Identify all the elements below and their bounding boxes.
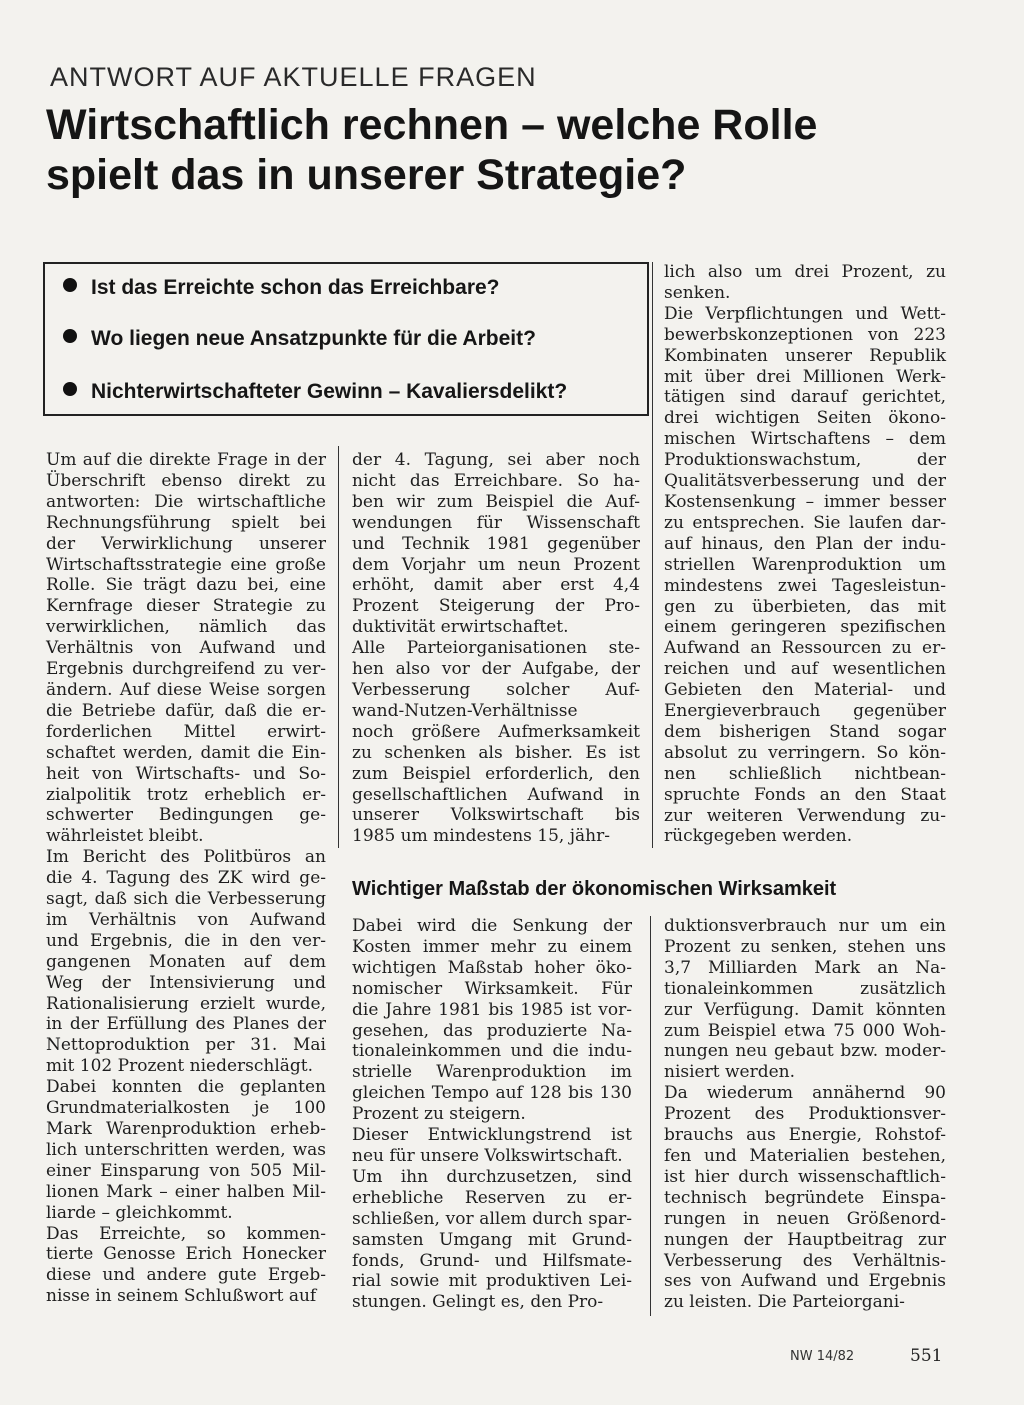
text-line: Die Verpflichtungen und Wett- bbox=[664, 303, 946, 324]
text-line: Überschrift ebenso direkt zu bbox=[46, 470, 326, 491]
text-line: duktivität erwirtschaftet. bbox=[352, 617, 569, 638]
text-line: und Technik 1981 gegenüber bbox=[352, 533, 640, 554]
text-line: verwirklichen, nämlich das bbox=[46, 617, 326, 638]
text-line: zu leisten. Die Parteiorgani- bbox=[664, 1292, 905, 1313]
text-line: drei wichtigen Seiten ökono- bbox=[664, 408, 946, 429]
text-line: ist hier durch wissenschaftlich- bbox=[664, 1166, 946, 1187]
text-line: Rolle. Sie trägt dazu bei, eine bbox=[46, 575, 326, 596]
text-line: Kombinaten unserer Republik bbox=[664, 345, 946, 366]
question-text: Wo liegen neue Ansatzpunkte für die Arbeit? bbox=[91, 327, 536, 350]
question-item bbox=[63, 327, 536, 351]
question-item bbox=[63, 276, 500, 300]
text-line: wendungen für Wissenschaft bbox=[352, 512, 640, 533]
text-line: Gebieten den Material- und bbox=[664, 680, 946, 701]
text-line: rungen in neuen Größenord- bbox=[664, 1208, 946, 1229]
questions-box bbox=[43, 262, 649, 416]
text-line: zum Beispiel etwa 75 000 Woh- bbox=[664, 1020, 946, 1041]
text-line: Qualitätsverbesserung und der bbox=[664, 471, 946, 492]
text-line: noch größere Aufmerksamkeit bbox=[352, 721, 640, 742]
text-line: Um ihn durchzusetzen, sind bbox=[352, 1166, 632, 1187]
text-line: technisch begründete Einspa- bbox=[664, 1187, 946, 1208]
text-line: tionaleinkommen zusätzlich bbox=[664, 978, 946, 999]
text-line: 3,7 Milliarden Mark an Na- bbox=[664, 957, 946, 978]
text-line: senken. bbox=[664, 282, 731, 303]
headline-line-2: spielt das in unserer Strategie? bbox=[46, 151, 687, 199]
bullet-icon bbox=[63, 278, 77, 292]
text-line: diese und andere gute Ergeb- bbox=[46, 1265, 326, 1286]
text-line: Rationalisierung erzielt wurde, bbox=[46, 993, 326, 1014]
text-line: zu entsprechen. Sie laufen dar- bbox=[664, 512, 946, 533]
text-line: währleistet bleibt. bbox=[46, 826, 204, 847]
text-line: auf hinaus, den Plan der indu- bbox=[664, 533, 946, 554]
text-line: gesehen, das produzierte Na- bbox=[352, 1020, 632, 1041]
text-line: Da wiederum annähernd 90 bbox=[664, 1083, 946, 1104]
text-line: bewerbskonzeptionen von 223 bbox=[664, 324, 946, 345]
text-line: strielle Warenproduktion im bbox=[352, 1062, 632, 1083]
text-line: Prozent Steigerung der Pro- bbox=[352, 596, 640, 617]
text-column-2 bbox=[352, 450, 640, 847]
text-line: Prozent zu senken, stehen uns bbox=[664, 936, 946, 957]
text-line: nomischer Wirksamkeit. Für bbox=[352, 978, 632, 999]
text-line: ses von Aufwand und Ergebnis bbox=[664, 1271, 946, 1292]
text-line: einer Einsparung von 505 Mil- bbox=[46, 1160, 326, 1181]
text-line: wand-Nutzen-Verhältnisse bbox=[352, 700, 578, 721]
text-line: zum Beispiel erforderlich, den bbox=[352, 763, 640, 784]
text-line: die Betriebe dafür, daß die er- bbox=[46, 700, 326, 721]
issue-number: NW 14/82 bbox=[790, 1349, 855, 1364]
text-line: mischen Wirtschaftens – dem bbox=[664, 429, 946, 450]
text-line: der 4. Tagung, sei aber noch bbox=[352, 450, 640, 470]
text-line: gesellschaftlichen Aufwand in bbox=[352, 784, 640, 805]
text-line: absolut zu verringern. So kön- bbox=[664, 742, 946, 763]
text-line: gen zu überbieten, das mit bbox=[664, 596, 946, 617]
text-line: fen und Materialien bestehen, bbox=[664, 1145, 946, 1166]
text-line: gangenen Monaten auf dem bbox=[46, 951, 326, 972]
text-line: dem bisherigen Stand sogar bbox=[664, 721, 946, 742]
question-text: Nichterwirtschafteter Gewinn – Kavaliersdelikt? bbox=[91, 380, 568, 403]
text-line: mit über drei Millionen Werk- bbox=[664, 366, 946, 387]
text-line: stungen. Gelingt es, den Pro- bbox=[352, 1292, 604, 1313]
text-line: Dieser Entwicklungstrend ist bbox=[352, 1125, 632, 1146]
question-text: Ist das Erreichte schon das Erreichbare? bbox=[91, 276, 500, 299]
text-line: schwerter Bedingungen ge- bbox=[46, 805, 326, 826]
text-line: duktionsverbrauch nur um ein bbox=[664, 916, 946, 936]
text-line: tionaleinkommen und die indu- bbox=[352, 1041, 632, 1062]
text-line: ben wir zum Beispiel die Auf- bbox=[352, 491, 640, 512]
text-line: Aufwand an Ressourcen zu er- bbox=[664, 638, 946, 659]
text-line: zur Verfügung. Damit könnten bbox=[664, 999, 946, 1020]
text-line: Mark Warenproduktion erheb- bbox=[46, 1119, 326, 1139]
column-divider bbox=[338, 446, 339, 848]
text-line: rückgegeben werden. bbox=[664, 826, 853, 847]
text-line: Prozent zu steigern. bbox=[352, 1104, 526, 1125]
column-divider bbox=[652, 262, 653, 848]
text-line: zu schenken als bisher. Es ist bbox=[352, 742, 640, 763]
column-divider bbox=[650, 916, 651, 1316]
text-line: tätigen sind darauf gerichtet, bbox=[664, 387, 946, 408]
text-line: Kostensenkung – immer besser bbox=[664, 491, 946, 512]
text-line: einem geringeren spezifischen bbox=[664, 617, 946, 638]
text-line: im Verhältnis von Aufwand bbox=[46, 909, 326, 930]
text-line: und Ergebnis, die in den ver- bbox=[46, 930, 326, 951]
text-line: Dabei konnten die geplanten bbox=[46, 1077, 326, 1098]
text-line: Dabei wird die Senkung der bbox=[352, 916, 632, 936]
text-column-1 bbox=[46, 450, 326, 1307]
text-line: Kernfrage dieser Strategie zu bbox=[46, 596, 326, 617]
text-line: 1985 um mindestens 15, jähr- bbox=[352, 826, 610, 847]
section-kicker: ANTWORT AUF AKTUELLE FRAGEN bbox=[50, 62, 537, 92]
text-line: mindestens zwei Tagesleistun- bbox=[664, 575, 946, 596]
text-line: striellen Warenproduktion um bbox=[664, 554, 946, 575]
text-line: hen also vor der Aufgabe, der bbox=[352, 659, 640, 680]
text-line: Verbesserung des Verhältnis- bbox=[664, 1250, 946, 1271]
text-line: dem Vorjahr um neun Prozent bbox=[352, 554, 640, 575]
text-line: antworten: Die wirtschaftliche bbox=[46, 491, 326, 512]
text-line: Kosten immer mehr zu einem bbox=[352, 936, 632, 957]
question-item bbox=[63, 380, 567, 404]
headline bbox=[46, 100, 946, 200]
text-line: unserer Volkswirtschaft bis bbox=[352, 805, 640, 826]
text-line: erhöht, damit aber erst 4,4 bbox=[352, 575, 640, 596]
text-line: die Jahre 1981 bis 1985 ist vor- bbox=[352, 999, 632, 1020]
text-line: Weg der Intensivierung und bbox=[46, 972, 326, 993]
text-line: reichen und auf wesentlichen bbox=[664, 659, 946, 680]
text-column-3 bbox=[664, 262, 946, 847]
text-line: liarde – gleichkommt. bbox=[46, 1202, 233, 1223]
text-line: nicht das Erreichbare. So ha- bbox=[352, 470, 640, 491]
text-line: tierte Genosse Erich Honecker bbox=[46, 1244, 326, 1265]
text-column-5 bbox=[664, 916, 946, 1313]
text-line: Um auf die direkte Frage in der bbox=[46, 450, 326, 470]
text-line: wichtigen Maßstab hoher öko- bbox=[352, 957, 632, 978]
text-line: sagt, daß sich die Verbesserung bbox=[46, 889, 326, 910]
text-line: brauchs aus Energie, Rohstof- bbox=[664, 1125, 946, 1146]
text-line: ändern. Auf diese Weise sorgen bbox=[46, 679, 326, 700]
text-line: Rechnungsführung spielt bei bbox=[46, 512, 326, 533]
text-line: die 4. Tagung des ZK wird ge- bbox=[46, 868, 326, 889]
bullet-icon bbox=[63, 329, 77, 343]
text-line: nisse in seinem Schlußwort auf bbox=[46, 1286, 317, 1307]
text-line: rial sowie mit produktiven Lei- bbox=[352, 1271, 632, 1292]
text-line: Grundmaterialkosten je 100 bbox=[46, 1098, 326, 1119]
text-line: schließen, vor allem durch spar- bbox=[352, 1208, 632, 1229]
text-line: Verhältnis von Aufwand und bbox=[46, 638, 326, 659]
text-line: neu für unsere Volkswirtschaft. bbox=[352, 1145, 623, 1166]
text-line: spruchte Fonds an den Staat bbox=[664, 784, 946, 805]
text-line: der Verwirklichung unserer bbox=[46, 533, 326, 554]
bullet-icon bbox=[63, 382, 77, 396]
text-line: Energieverbrauch gegenüber bbox=[664, 701, 946, 722]
text-line: erhebliche Reserven zu er- bbox=[352, 1187, 632, 1208]
text-column-4 bbox=[352, 916, 632, 1313]
text-line: zur weiteren Verwendung zu- bbox=[664, 805, 946, 826]
text-line: Verbesserung solcher Auf- bbox=[352, 679, 640, 700]
text-line: zialpolitik trotz erheblich er- bbox=[46, 784, 326, 805]
text-line: Wirtschaftsstrategie eine große bbox=[46, 554, 326, 575]
text-line: forderlichen Mittel erwirt- bbox=[46, 721, 326, 742]
text-line: Ergebnis durchgreifend zu ver- bbox=[46, 659, 326, 680]
subheading: Wichtiger Maßstab der ökonomischen Wirksamkeit bbox=[352, 878, 837, 900]
text-line: lionen Mark – einer halben Mil- bbox=[46, 1181, 326, 1202]
text-line: schaftet werden, damit die Ein- bbox=[46, 742, 326, 763]
text-line: samsten Umgang mit Grund- bbox=[352, 1229, 632, 1250]
text-line: Das Erreichte, so kommen- bbox=[46, 1223, 326, 1244]
text-line: in der Erfüllung des Planes der bbox=[46, 1014, 326, 1035]
page-number: 551 bbox=[910, 1346, 943, 1366]
text-line: Produktionswachstum, der bbox=[664, 450, 946, 471]
text-line: mit 102 Prozent niederschlägt. bbox=[46, 1056, 314, 1077]
text-line: Alle Parteiorganisationen ste- bbox=[352, 638, 640, 659]
text-line: Nettoproduktion per 31. Mai bbox=[46, 1035, 326, 1056]
text-line: Im Bericht des Politbüros an bbox=[46, 847, 326, 868]
text-line: lich unterschritten werden, was bbox=[46, 1139, 326, 1160]
text-line: nungen der Hauptbeitrag zur bbox=[664, 1229, 946, 1250]
text-line: nisiert werden. bbox=[664, 1062, 796, 1083]
text-line: lich also um drei Prozent, zu bbox=[664, 262, 946, 282]
text-line: heit von Wirtschafts- und So- bbox=[46, 763, 326, 784]
text-line: gleichen Tempo auf 128 bis 130 bbox=[352, 1083, 632, 1104]
text-line: fonds, Grund- und Hilfsmate- bbox=[352, 1250, 632, 1271]
text-line: nen schließlich nichtbean- bbox=[664, 763, 946, 784]
text-line: nungen neu gebaut bzw. moder- bbox=[664, 1041, 946, 1062]
headline-line-1: Wirtschaftlich rechnen – welche Rolle bbox=[46, 101, 818, 149]
text-line: Prozent des Produktionsver- bbox=[664, 1104, 946, 1125]
